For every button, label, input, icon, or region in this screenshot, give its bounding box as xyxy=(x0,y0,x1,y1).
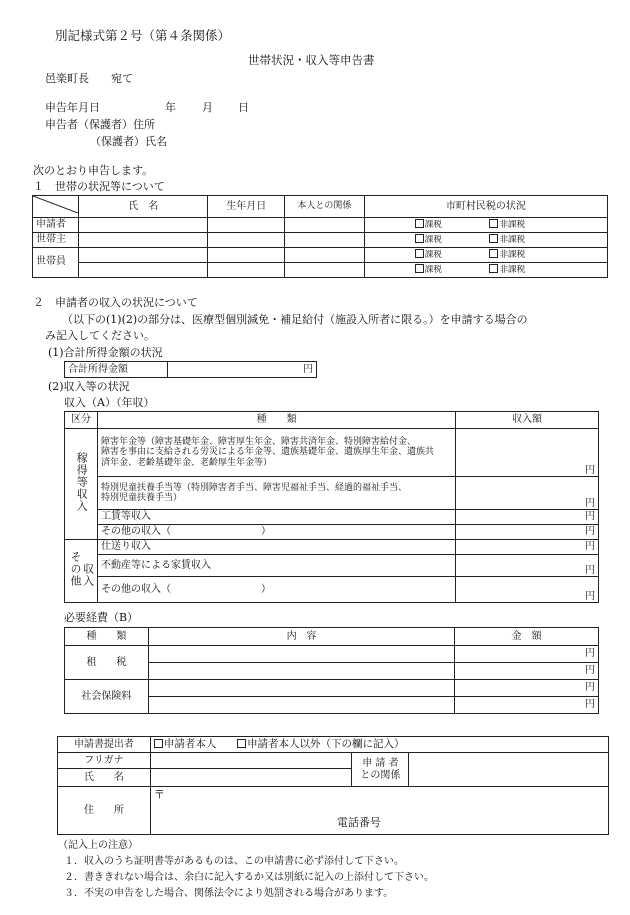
year-label: 年 xyxy=(165,101,176,114)
name-label: 氏 名 xyxy=(58,769,151,787)
submitter-table xyxy=(57,736,609,835)
col-birthdate: 生年月日 xyxy=(208,196,285,218)
yen-unit: 円 xyxy=(585,682,595,694)
other-income-amount[interactable] xyxy=(456,525,599,540)
tax-amount-2[interactable] xyxy=(455,663,599,680)
postal-mark: 〒 xyxy=(153,788,165,801)
tax-content-2[interactable] xyxy=(148,663,454,680)
tax-status-cell[interactable] xyxy=(364,247,607,262)
allowance-line-2: 特別児童扶養手当） xyxy=(100,493,182,503)
checkbox[interactable] xyxy=(489,219,498,228)
cell[interactable] xyxy=(79,247,208,262)
insurance-amount-2[interactable] xyxy=(455,697,599,714)
yen-unit: 円 xyxy=(585,564,595,576)
remittance-amount[interactable] xyxy=(456,540,599,555)
yen-unit: 円 xyxy=(303,363,313,375)
pension-line-3: 済年金、老齢基礎年金、老齢厚生年金等） xyxy=(100,457,272,468)
checkbox[interactable] xyxy=(415,249,424,258)
tax-label: 租 税 xyxy=(65,646,149,680)
row-label-applicant: 申請者 xyxy=(33,217,79,232)
nontax-label: 非課税 xyxy=(499,264,526,275)
address-label: 住 所 xyxy=(58,787,151,835)
row-label-householder: 世帯主 xyxy=(33,232,79,247)
self-option-label: 申請者本人 xyxy=(163,738,217,751)
cell[interactable] xyxy=(208,232,285,247)
group-earned-income: 稼得等収入 xyxy=(65,429,98,540)
tax-amount-1[interactable] xyxy=(455,646,599,663)
tax-content-1[interactable] xyxy=(148,646,454,663)
yen-unit: 円 xyxy=(585,464,595,476)
checkbox[interactable] xyxy=(415,234,424,243)
tax-label: 課税 xyxy=(424,219,442,230)
cell[interactable] xyxy=(285,247,365,262)
yen-unit: 円 xyxy=(585,665,595,677)
intro-text: 次のとおり申告します。 xyxy=(33,164,154,177)
other-income2-amount[interactable] xyxy=(456,577,599,603)
submitter-label: 申請書提出者 xyxy=(58,737,151,753)
checkbox[interactable] xyxy=(415,219,424,228)
income-a-title: 収入（A）（年収） xyxy=(64,396,155,409)
total-income-label: 合計所得金額 xyxy=(65,362,168,378)
cell[interactable] xyxy=(208,262,285,277)
submitter-options xyxy=(150,737,608,753)
rent-amount[interactable] xyxy=(456,555,599,577)
total-income-value[interactable] xyxy=(168,362,317,378)
insurance-amount-1[interactable] xyxy=(455,680,599,697)
nontax-label: 非課税 xyxy=(499,249,526,260)
section2-note-2: み記入してください。 xyxy=(45,329,155,342)
col-relation: 本人との関係 xyxy=(285,196,365,218)
self-checkbox[interactable] xyxy=(154,739,163,748)
checkbox[interactable] xyxy=(489,249,498,258)
other-income2-type: その他の収入（ ） xyxy=(97,577,455,603)
subsection2-title: (2)収入等の状況 xyxy=(48,380,130,393)
furigana-field[interactable] xyxy=(150,753,352,769)
tax-label: 課税 xyxy=(424,234,442,245)
checkbox[interactable] xyxy=(489,264,498,273)
expense-table xyxy=(64,627,599,714)
yen-unit: 円 xyxy=(585,699,595,711)
row-label-member: 世帯員 xyxy=(33,247,79,277)
phone-label: 電話番号 xyxy=(336,816,381,830)
section1-title: １ 世帯の状況等について xyxy=(33,180,165,193)
col-amount: 収入額 xyxy=(456,412,599,429)
yen-unit: 円 xyxy=(585,497,595,509)
total-income-table xyxy=(64,361,317,378)
diagonal-line xyxy=(33,196,78,213)
col-expense-content: 内 容 xyxy=(148,628,454,646)
tax-status-cell[interactable] xyxy=(364,232,607,247)
pension-line-2: 障害を事由に支給される労災による年金等、遺族基礎年金、遺族厚生年金、遺族共 xyxy=(100,447,434,458)
other-income-type: その他の収入（ ） xyxy=(97,525,455,540)
tax-status-cell[interactable] xyxy=(364,262,607,277)
cell[interactable] xyxy=(208,217,285,232)
other-checkbox[interactable] xyxy=(237,739,246,748)
cell[interactable] xyxy=(79,262,208,277)
allowance-line-1: 特別児童扶養手当等（特別障害者手当、障害児福祉手当、経過的福祉手当、 xyxy=(100,482,407,493)
tax-status-cell[interactable] xyxy=(364,217,607,232)
insurance-content-1[interactable] xyxy=(148,680,454,697)
wage-type: 工賃等収入 xyxy=(97,510,455,525)
section2-note-1: （以下の(1)(2)の部分は、医療型個別減免・補足給付（施設入所者に限る。）を申請する場合の xyxy=(62,313,528,326)
day-label: 日 xyxy=(238,101,249,114)
other-option-label: 申請者本人以外（下の欄に記入） xyxy=(247,738,405,751)
col-tax-status: 市町村民税の状況 xyxy=(364,196,607,218)
yen-unit: 円 xyxy=(585,511,595,523)
diagonal-header-cell xyxy=(33,196,79,218)
cell[interactable] xyxy=(285,262,365,277)
cell[interactable] xyxy=(285,232,365,247)
checkbox[interactable] xyxy=(415,264,424,273)
pension-amount[interactable] xyxy=(456,429,599,477)
cell[interactable] xyxy=(285,217,365,232)
cell[interactable] xyxy=(79,217,208,232)
col-type: 種 類 xyxy=(97,412,455,429)
col-expense-amount: 金 額 xyxy=(455,628,599,646)
relation-label-1: 申 請 者 xyxy=(362,758,399,769)
allowance-type xyxy=(97,477,455,510)
relation-label xyxy=(352,753,409,787)
applicant-address-label: 申告者（保護者）住所 xyxy=(45,118,155,131)
col-class: 区分 xyxy=(65,412,98,429)
rent-type: 不動産等による家賃収入 xyxy=(97,555,455,577)
yen-unit: 円 xyxy=(585,541,595,553)
nontax-label: 非課税 xyxy=(499,219,526,230)
checkbox[interactable] xyxy=(489,234,498,243)
tax-label: 課税 xyxy=(424,249,442,260)
insurance-content-2[interactable] xyxy=(148,697,454,714)
section2-title: ２ 申請者の収入の状況について xyxy=(33,296,198,309)
address-field[interactable] xyxy=(150,787,608,835)
col-expense-type: 種 類 xyxy=(65,628,149,646)
note-3: ３．不実の申告をした場合、関係法令により処罰される場合があります。 xyxy=(64,888,394,899)
tax-label: 課税 xyxy=(424,264,442,275)
addressee: 邑楽町長 宛て xyxy=(45,72,133,85)
relation-field[interactable] xyxy=(409,753,609,787)
pension-line-1: 障害年金等（障害基礎年金、障害厚生年金、障害共済年金、特別障害給付金、 xyxy=(100,436,416,447)
subsection1-title: (1)合計所得金額の状況 xyxy=(48,346,163,359)
insurance-label: 社会保険料 xyxy=(65,680,149,714)
applicant-name-label: （保護者）氏名 xyxy=(90,135,167,148)
col-name: 氏 名 xyxy=(79,196,208,218)
remittance-type: 仕送り収入 xyxy=(97,540,455,555)
notes-title: （記入上の注意） xyxy=(58,840,138,851)
cell[interactable] xyxy=(79,232,208,247)
group-other-income: その他収入 xyxy=(65,540,98,603)
note-1: １．収入のうち証明書等があるものは、この申請書に必ず添付して下さい。 xyxy=(64,856,404,867)
nontax-label: 非課税 xyxy=(499,234,526,245)
page-title: 世帯状況・収入等申告書 xyxy=(248,53,375,67)
relation-label-2: との関係 xyxy=(360,769,401,781)
date-label: 申告年月日 xyxy=(45,101,100,114)
allowance-amount[interactable] xyxy=(456,477,599,510)
yen-unit: 円 xyxy=(585,526,595,538)
cell[interactable] xyxy=(208,247,285,262)
furigana-label: フリガナ xyxy=(58,753,151,769)
form-number: 別記様式第２号（第４条関係） xyxy=(55,28,231,43)
expense-b-title: 必要経費（B） xyxy=(64,611,139,624)
income-table xyxy=(64,411,599,603)
month-label: 月 xyxy=(202,101,213,114)
household-table xyxy=(32,195,608,278)
wage-amount[interactable] xyxy=(456,510,599,525)
yen-unit: 円 xyxy=(585,648,595,660)
name-field[interactable] xyxy=(150,769,352,787)
pension-type xyxy=(97,429,455,477)
note-2: ２．書ききれない場合は、余白に記入するか又は別紙に記入の上添付して下さい。 xyxy=(64,872,434,883)
yen-unit: 円 xyxy=(585,590,595,602)
